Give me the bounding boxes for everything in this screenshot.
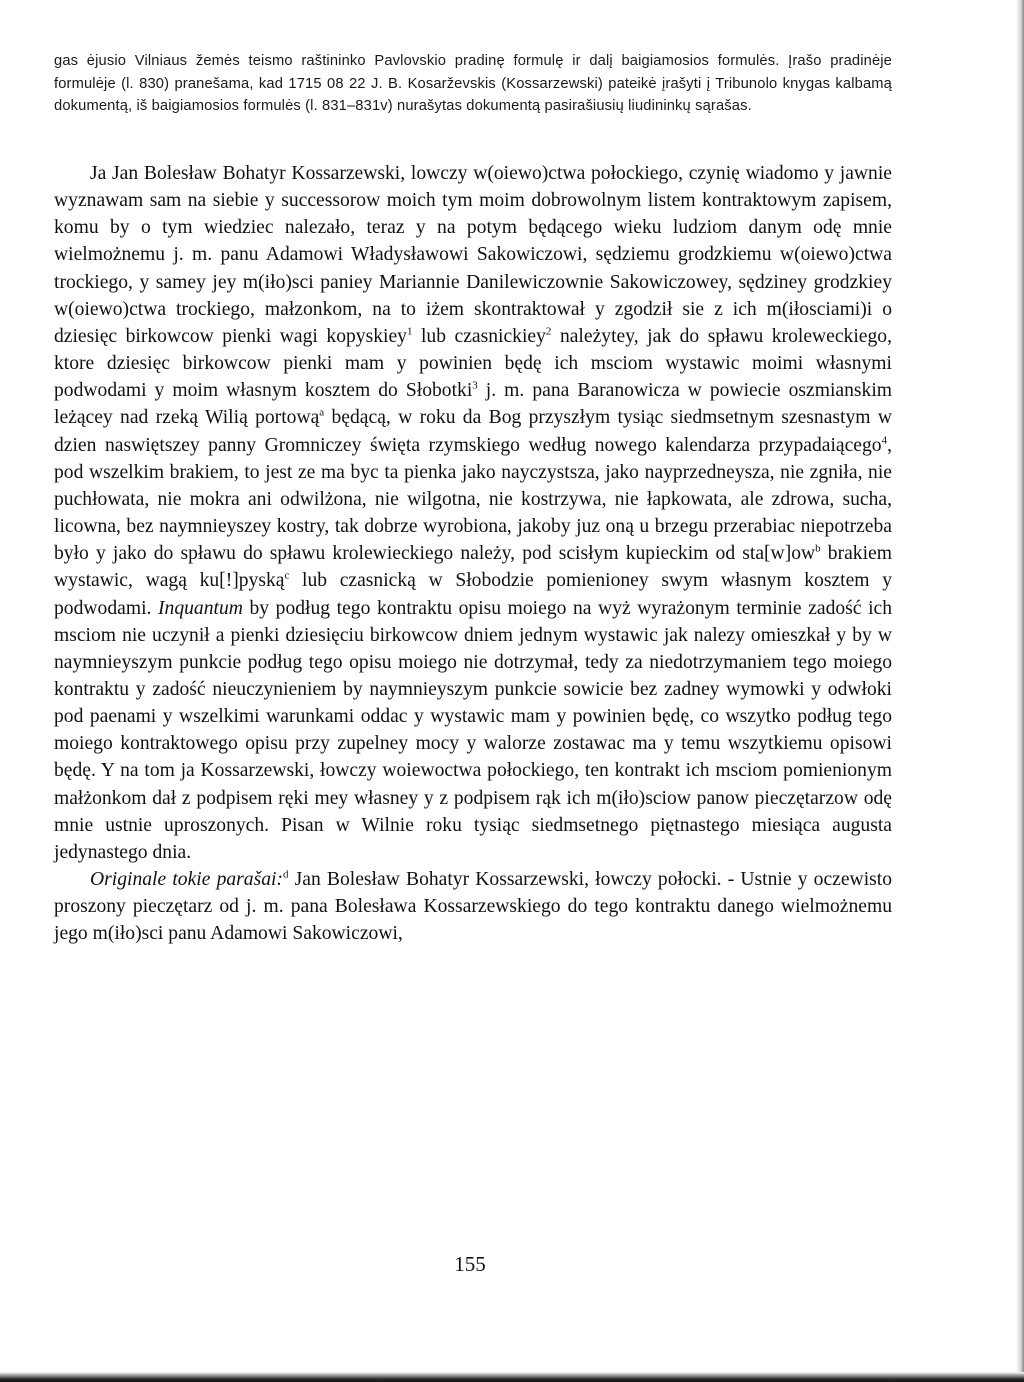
page-number: 155 [454,1252,486,1276]
text-segment: Ja Jan Bolesław Bohatyr Kossarzewski, lowczy w(oiewo)ctwa połockiego, czynię wiadomo y jawnie wyznawam sam na siebie y successorow moich tym moim dobrowolnym listem kontraktowym zapisem, komu by o tym wiedziec nalezało, teraz y na potym będącego wieku ludziom danym odę mnie wielmożnemu j. m. panu Adamowi Władysławowi Sakowiczowi, sędziemu grodzkiemu w(oiewo)ctwa trockiego, y samey jey m(iło)sci paniey Mariannie Danilewiczownie Sakowiczowey, sędziney grodzkiey w(oiewo)ctwa trockiego, małzonkom, na to iżem skontraktował y zgodził sie z ich m(iłosciami)i o dziesięc birkowcow pienki wagi kopyskiey [54,163,892,347]
italic-term: Inquantum [158,597,243,619]
text-segment: , pod wszelkim brakiem, to jest ze ma byc ta pienka jako nayczystsza, jako nayprzedneysza, nie zgniła, nie puchłowata, nie mokra ani odwilżona, nie wilgotna, nie kostrzywa, nie łapkowata, ale zdrowa, sucha, licowna, bez naymnieyszey kostry, tak dobrze wyrobiona, jakoby juz oną u brzegu przerabiac niepotrzeba było y jako do spławu do spławu krolewieckiego należy, pod scisłym kupieckim od sta[w]ow [54,434,892,565]
text-segment: j. m. pana Baranowicza w powiecie oszmianskim leżącey nad rzeką Wilią portową [54,380,893,429]
text-segment: lub czasnicką w Słobodzie pomienioney swym własnym kosztem y podwodami. [54,570,892,619]
footnote-ref: 4 [881,434,888,447]
editorial-intro-note: gas ėjusio Vilniaus žemės teismo raštininko Pavlovskio pradinę formulę ir dalį baigiamosios formulės. Įrašo pradinėje formulėje (l. 830) pranešama, kad 1715 08 22 J. B. Kosarževskis (Kossarzewski) pateikė įrašyti į Tribunolo knygas kalbamą dokumentą, iš baigiamosios formulės (l. 831–831v) nurašytas dokumentą pasirašiusių liudininkų sąrašas. [54,53,892,114]
text-segment: należytey, jak do spławu kroleweckiego, ktore dziesięc birkowcow pienki mam y powinien będę ich msciom wystawic moimi własnymi podwodami y moim własnym kosztem do Słobotki [54,325,892,402]
document-transcription [54,160,892,948]
text-segment: Jan Bolesław Bohatyr Kossarzewski, łowczy połocki. - Ustnie y oczewisto proszony pieczętarz od j. m. pana Bolesława Kossarzewskiego do tego kontraktu danego wielmożnemu jego m(iło)sci panu Adamowi Sakowiczowi, [54,869,893,945]
footnote-ref: 3 [472,379,478,392]
footnote-ref: c [284,569,290,582]
text-segment: brakiem wystawic, wagą ku[!]pyską [54,543,892,592]
text-segment: by podług tego kontraktu opisu moiego na wyż wyrażonym terminie zadość ich msciom nie uczynił a pienki dziesięciu birkowcow dniem jednym wystawic jak nalezy omieszkał y by w naymnieyszym punkcie podług tego opisu moiego nie dotrzymał, tedy za niedotrzymaniem tego moiego kontraktu y zadość nieuczynieniem by naymnieyszym punkcie sowicie bez zadney wymowki y odwłoki pod paenami y wszelkimi warunkami oddac y wystawic mam y powinien będę, co wszytko podług tego moiego kontraktowego opisu przy zupelney mocy y walorze zostawac ma y temu wszytkiemu opisowi będę. Y na tom ja Kossarzewski, łowczy woiewoctwa połockiego, ten kontrakt ich msciom pomienionym małżonkom dał z podpisem ręki mey własney y z podpisem rąk ich m(iło)sciow panow pieczętarzow odę mnie ustnie uproszonych. Pisan w Wilnie roku tysiąc siedmsetnego piętnastego miesiąca augusta jedynastego dnia. [54,597,893,863]
text-segment: lub czasnickiey [412,325,546,347]
footnote-ref: a [319,406,325,419]
contract-paragraph [54,160,892,866]
footnote-ref: d [283,868,289,881]
italic-heading: Originale tokie parašai: [90,869,283,891]
signatures-paragraph [54,866,892,947]
footnote-ref: 1 [406,325,413,338]
footnote-ref: 2 [545,325,552,338]
text-segment: będącą, w roku da Bog przyszłym tysiąc siedmsetnym szesnastym w dzien naswiętszey panny Gromniczey święta rzymskiego według nowego kalendarza przypadaiącego [54,407,892,456]
footnote-ref: b [815,542,821,555]
scan-edge-shadow [1016,0,1024,1382]
scan-bottom-shadow [0,1372,1024,1382]
